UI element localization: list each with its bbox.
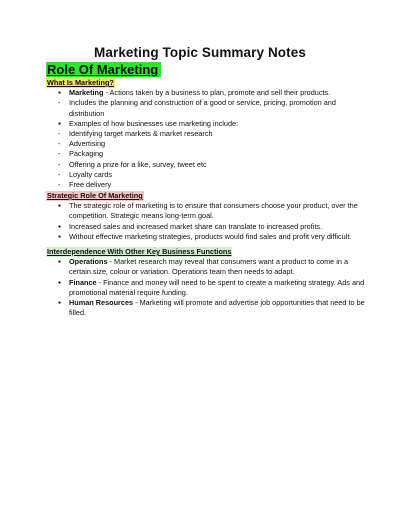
dash-marker bbox=[58, 180, 66, 190]
list-item bbox=[46, 170, 366, 180]
strategic-role-heading: Strategic Role Of Marketing bbox=[47, 191, 143, 200]
dash-marker bbox=[58, 160, 66, 170]
item-text: Advertising bbox=[69, 139, 106, 149]
list-item bbox=[46, 160, 366, 170]
dash-marker bbox=[58, 149, 66, 159]
strategic-list bbox=[46, 201, 366, 242]
bullet-marker bbox=[58, 278, 66, 289]
bullet-marker bbox=[58, 201, 66, 212]
item-bold-term: Operations bbox=[69, 257, 108, 267]
what-is-marketing-subheading: What Is Marketing? bbox=[47, 78, 114, 87]
list-item bbox=[46, 222, 366, 232]
item-text: - Marketing will promote and advertise job opportunities that need to be filled. bbox=[69, 298, 365, 318]
item-text: Without effective marketing strategies, products would find sales and profit very difficult. bbox=[69, 231, 352, 241]
list-item bbox=[46, 232, 366, 242]
interdependence-list bbox=[46, 257, 366, 318]
bullet-marker bbox=[58, 232, 66, 243]
interdependence-heading: Interdependence With Other Key Business Functions bbox=[47, 247, 232, 256]
item-bold-term: Finance bbox=[69, 277, 97, 287]
item-text: Packaging bbox=[69, 149, 104, 159]
role-of-marketing-heading: Role Of Marketing bbox=[46, 62, 161, 77]
item-text: Includes the planning and construction of a good or service, pricing, promotion and distribution bbox=[69, 98, 336, 118]
item-text: Examples of how businesses use marketing include: bbox=[69, 118, 239, 128]
list-item bbox=[46, 129, 366, 139]
item-text: Identifying target markets & market research bbox=[69, 129, 213, 139]
item-text: - Actions taken by a business to plan, promote and sell their products. bbox=[103, 88, 331, 98]
list-item bbox=[46, 180, 366, 190]
strategic-section bbox=[46, 191, 366, 242]
list-item bbox=[46, 119, 366, 129]
list-item bbox=[46, 278, 366, 298]
bullet-marker bbox=[58, 298, 66, 309]
bullet-marker bbox=[58, 257, 66, 268]
list-item bbox=[46, 139, 366, 149]
interdependence-section bbox=[46, 247, 366, 318]
dash-marker bbox=[58, 98, 66, 108]
item-text: - Market research may reveal that consumers want a product to come in a certain size, colour or variation. Operations team then needs to adapt. bbox=[69, 257, 349, 277]
role-list bbox=[46, 88, 366, 190]
list-item bbox=[46, 88, 366, 98]
item-bold-term: Marketing bbox=[69, 88, 104, 98]
list-item bbox=[46, 257, 366, 277]
item-bold-term: Human Resources bbox=[69, 298, 134, 308]
item-text: - Finance and money will need to be spent to create a marketing strategy. Ads and promotional material require funding. bbox=[69, 277, 365, 297]
list-item bbox=[46, 298, 366, 318]
item-text: The strategic role of marketing is to ensure that consumers choose your product, over the competition. Strategic means long-term goal. bbox=[69, 201, 358, 221]
dash-marker bbox=[58, 170, 66, 180]
role-section bbox=[46, 78, 366, 190]
item-text: Offering a prize for a like, survey, tweet etc bbox=[69, 159, 207, 169]
item-text: Free delivery bbox=[69, 180, 112, 190]
item-text: Loyalty cards bbox=[69, 169, 112, 179]
page-title: Marketing Topic Summary Notes bbox=[94, 45, 306, 60]
list-item bbox=[46, 149, 366, 159]
item-text: Increased sales and increased market share can translate to increased profits. bbox=[69, 221, 323, 231]
list-item bbox=[46, 98, 366, 118]
dash-marker bbox=[58, 139, 66, 149]
dash-marker bbox=[58, 129, 66, 139]
list-item bbox=[46, 201, 366, 221]
